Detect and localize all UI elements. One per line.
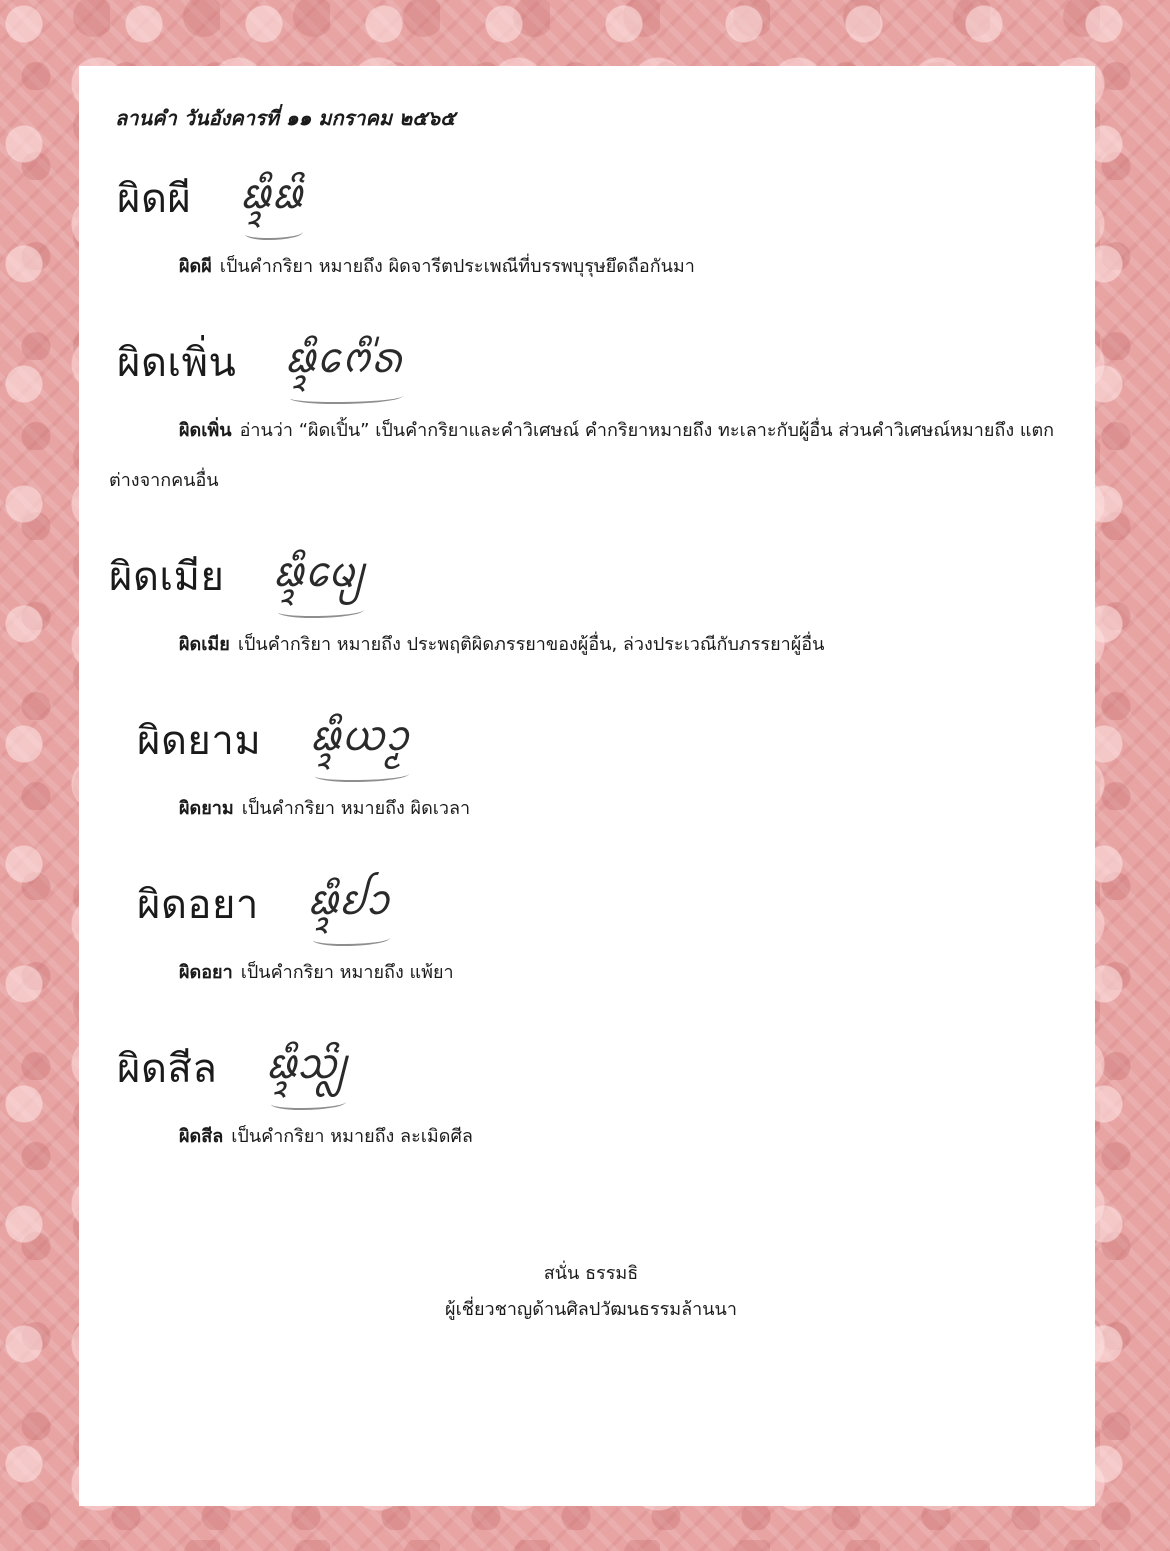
thai-headword: ผิดเมีย (109, 554, 225, 600)
definition-text: เป็นคำกริยา หมายถึง แพ้ยา (240, 962, 454, 983)
definition-text: เป็นคำกริยา หมายถึง ประพฤติผิดภรรยาของผู้อื่น, ล่วงประเวณีกับภรรยาผู้อื่น (237, 634, 825, 655)
document-page (79, 66, 1095, 1506)
thai-headword: ผิดสีล (117, 1046, 218, 1092)
signature-title: ผู้เชี่ยวชาญด้านศิลปวัฒนธรรมล้านนา (445, 1299, 737, 1320)
entry-phit-phi (109, 150, 1073, 292)
lanna-headword: ᨹᩥ᩠ᨯᩀᩣ (307, 869, 390, 936)
dateline: ลานคำ วันอังคารที่ ๑๑ มกราคม ๒๕๖๕ (115, 106, 456, 130)
thai-headword: ผิดยาม (137, 718, 262, 764)
entry-phit-mia (109, 528, 1073, 670)
signature-block (109, 1256, 1073, 1328)
headword (109, 150, 1073, 230)
lanna-headword: ᨹᩥ᩠ᨯᨿᩣ᩠ᨾ (309, 705, 409, 772)
definition-text: อ่านว่า “ผิดเปิ้น” เป็นคำกริยาและคำวิเศษณ์ คำกริยาหมายถึง ทะเลาะกับผู้อื่น ส่วนคำวิเศษณ์หมายถึง แตกต่างจากคนอื่น (109, 420, 1055, 491)
definition (109, 784, 1073, 834)
definition (109, 948, 1073, 998)
thai-headword: ผิดเพิ่น (117, 340, 237, 386)
lanna-headword: ᨹᩥ᩠ᨯᨾᩮ᩠ᨿ (272, 541, 364, 608)
definition-term: ผิดเมีย (179, 634, 230, 655)
entry-phit-ya (109, 856, 1073, 998)
definition-term: ผิดยาม (179, 798, 234, 819)
definition-term: ผิดสีล (179, 1126, 224, 1147)
definition (109, 1112, 1073, 1162)
definition (109, 242, 1073, 292)
thai-headword: ผิดผี (117, 176, 192, 222)
entry-phit-yam (109, 692, 1073, 834)
entry-phit-phoen (109, 314, 1073, 506)
entry-phit-sin (109, 1020, 1073, 1162)
definition (109, 406, 1073, 506)
headword (109, 528, 1073, 608)
definition-text: เป็นคำกริยา หมายถึง ผิดจารีตประเพณีที่บรรพบุรุษยึดถือกันมา (219, 256, 695, 277)
headword (109, 1020, 1073, 1100)
definition-text: เป็นคำกริยา หมายถึง ละเมิดศีล (231, 1126, 473, 1147)
headword (109, 692, 1073, 772)
signature-name: สนั่น ธรรมธิ (543, 1263, 639, 1284)
lanna-headword: ᨹᩥ᩠ᨯᩈᩦ᩠ᩃ (265, 1033, 346, 1100)
lanna-headword: ᨹᩥ᩠ᨯᨻᩮᩥ᩵ᩁ (284, 327, 402, 394)
definition-term: ผิดผี (179, 256, 212, 277)
definition-term: ผิดอยา (179, 962, 233, 983)
definition-term: ผิดเพิ่น (179, 420, 232, 441)
definition (109, 620, 1073, 670)
headword (109, 856, 1073, 936)
lanna-headword: ᨹᩥ᩠ᨯᨹᩦ (239, 163, 302, 230)
headword (109, 314, 1073, 394)
definition-text: เป็นคำกริยา หมายถึง ผิดเวลา (241, 798, 471, 819)
thai-headword: ผิดอยา (137, 882, 259, 928)
